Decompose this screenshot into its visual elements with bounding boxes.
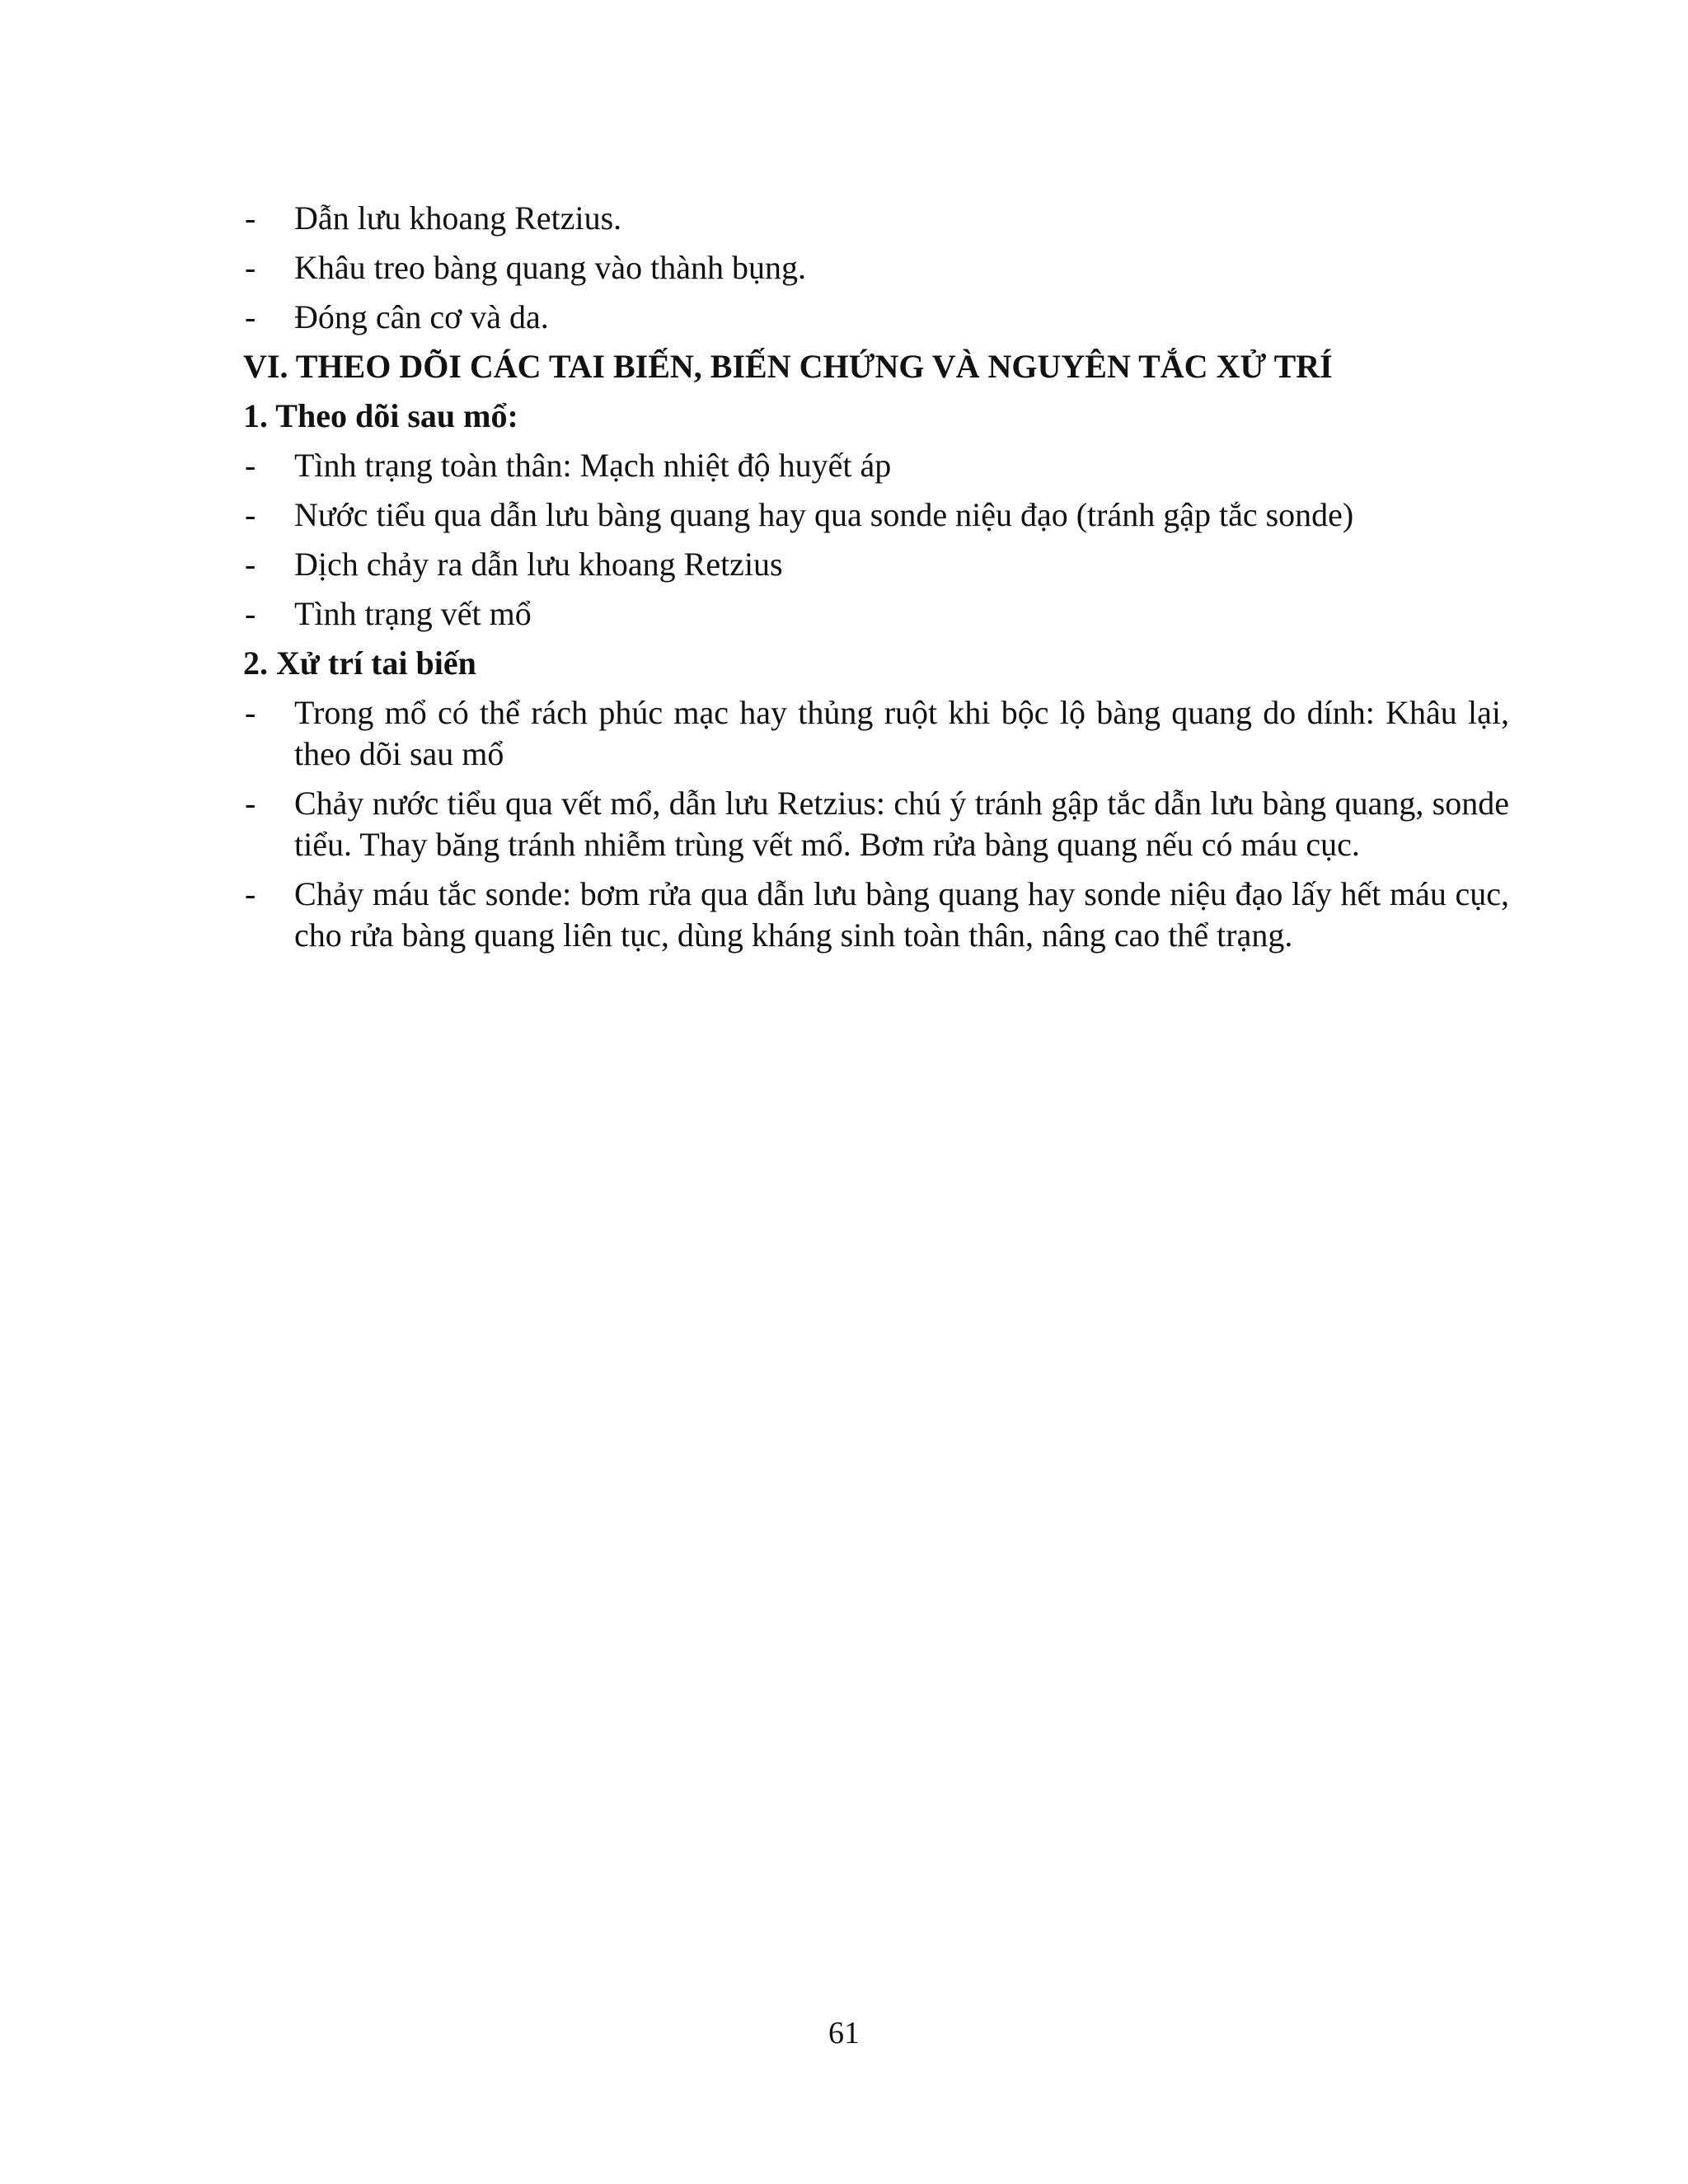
list-item-text: Dẫn lưu khoang Retzius. (294, 199, 622, 237)
list-item-text: Khâu treo bàng quang vào thành bụng. (294, 249, 806, 286)
list-item (243, 494, 1509, 536)
section-heading: VI. THEO DÕI CÁC TAI BIẾN, BIẾN CHỨNG VÀ NGUYÊN TẮC XỬ TRÍ (243, 348, 1333, 385)
list-dash: - (245, 785, 256, 822)
list-item (243, 297, 1509, 338)
list-dash: - (245, 447, 256, 484)
list-item-text: Chảy máu tắc sonde: bơm rửa qua dẫn lưu bàng quang hay sonde niệu đạo lấy hết máu cục, cho rửa bàng quang liên tục, dùng kháng sinh toàn thân, nâng cao thể trạng. (294, 875, 1509, 954)
list-dash: - (245, 249, 256, 286)
list-dash: - (245, 595, 256, 632)
list-dash: - (245, 496, 256, 533)
list-item (243, 783, 1509, 865)
list-item (243, 445, 1509, 486)
list-item (243, 544, 1509, 585)
list-item (243, 692, 1509, 775)
list-dash: - (245, 875, 256, 912)
list-dash: - (245, 199, 256, 237)
list-item-text: Tình trạng vết mổ (294, 595, 532, 632)
list-item (243, 198, 1509, 239)
list-item-text: Đóng cân cơ và da. (294, 298, 549, 335)
list-dash: - (245, 546, 256, 583)
list-dash: - (245, 298, 256, 335)
list-item (243, 247, 1509, 288)
list-item-text: Trong mổ có thể rách phúc mạc hay thủng ruột khi bộc lộ bàng quang do dính: Khâu lại, theo dõi sau mổ (294, 694, 1509, 772)
subsection-heading-complications: 2. Xử trí tai biến (243, 644, 476, 682)
subsection-heading-monitoring: 1. Theo dõi sau mổ: (243, 397, 518, 434)
page-number: 61 (828, 2016, 860, 2050)
list-item-text: Dịch chảy ra dẫn lưu khoang Retzius (294, 546, 783, 583)
list-item-text: Nước tiểu qua dẫn lưu bàng quang hay qua sonde niệu đạo (tránh gập tắc sonde) (294, 496, 1354, 533)
list-item (243, 874, 1509, 956)
list-item (243, 593, 1509, 635)
list-item-text: Chảy nước tiểu qua vết mổ, dẫn lưu Retzius: chú ý tránh gập tắc dẫn lưu bàng quang, sonde tiểu. Thay băng tránh nhiễm trùng vết mổ. Bơm rửa bàng quang nếu có máu cục. (294, 785, 1509, 863)
list-dash: - (245, 694, 256, 731)
list-item-text: Tình trạng toàn thân: Mạch nhiệt độ huyết áp (294, 447, 892, 484)
page-content (243, 198, 1509, 964)
